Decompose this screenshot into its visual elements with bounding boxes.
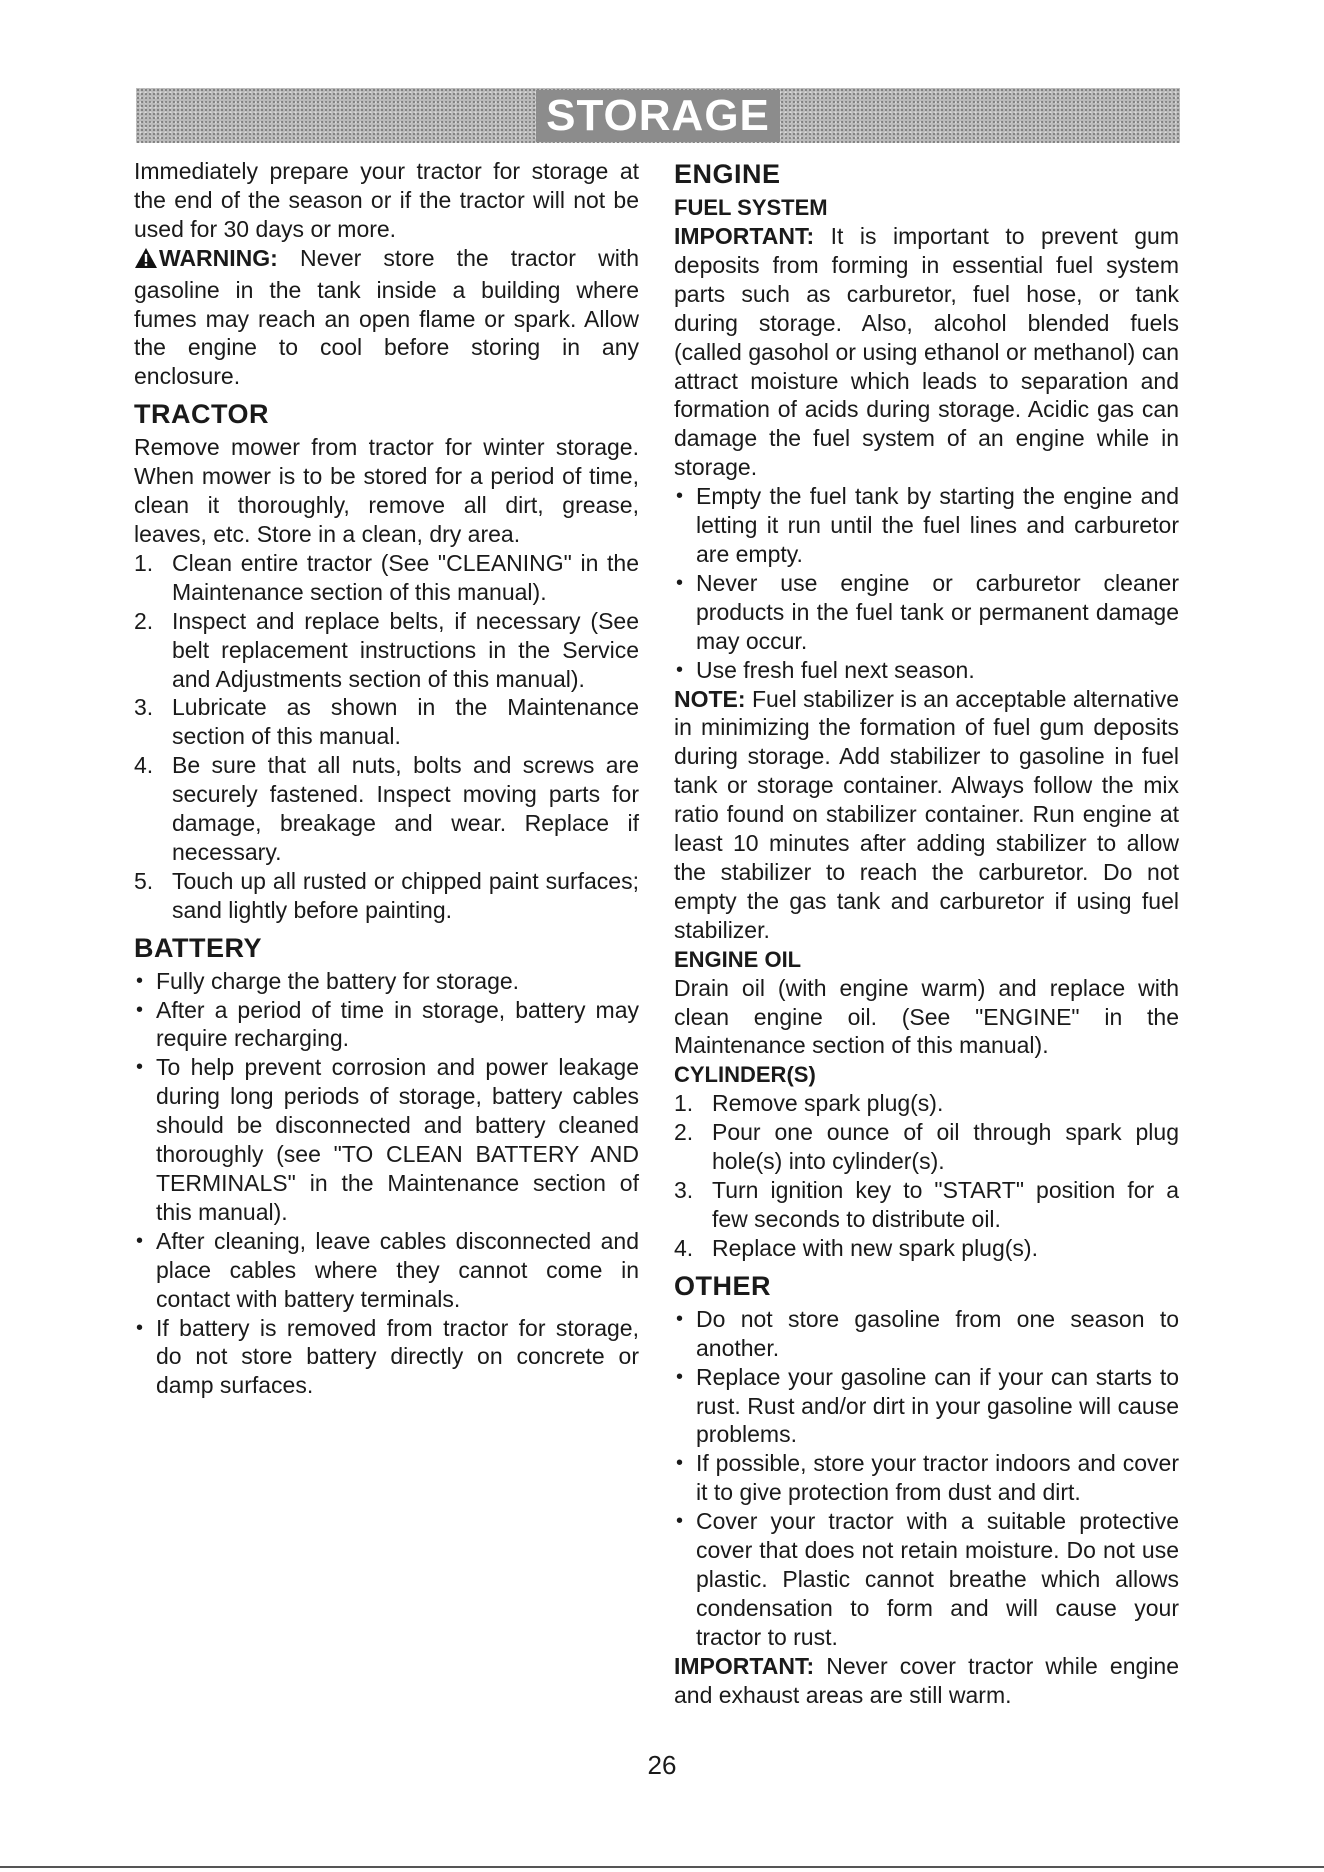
- fuel-bullets: [674, 482, 1179, 684]
- engine-heading: ENGINE: [674, 159, 781, 189]
- cylinder-steps: [674, 1089, 1179, 1262]
- cylinders-heading: CYLINDER(S): [674, 1062, 816, 1088]
- list-item: • Never use engine or carburetor cleaner products in the fuel tank or permanent damage may occur.: [674, 569, 1179, 656]
- warning-label: WARNING:: [159, 244, 278, 271]
- intro-paragraph: Immediately prepare your tractor for storage at the end of the season or if the tractor will not be used for 30 days or more.: [134, 158, 639, 242]
- page-title: STORAGE: [536, 90, 780, 142]
- list-item: 2. Pour one ounce of oil through spark plug hole(s) into cylinder(s).: [674, 1119, 1179, 1175]
- list-item: 3. Turn ignition key to "START" position for a few seconds to distribute oil.: [674, 1177, 1179, 1232]
- list-item: • Cover your tractor with a suitable protective cover that does not retain moisture. Do not use plastic. Plastic cannot breathe which allows condensation to form and will cause your tractor to rust.: [674, 1507, 1179, 1652]
- list-item: • To help prevent corrosion and power leakage during long periods of storage, battery cables should be disconnected and battery cleaned thoroughly (see "TO CLEAN BATTERY AND TERMINALS" in the Maintenance section of this manual).: [134, 1053, 639, 1226]
- tractor-heading: TRACTOR: [134, 399, 269, 430]
- other-important-paragraph: IMPORTANT: Never cover tractor while engine and exhaust areas are still warm.: [674, 1652, 1179, 1708]
- tractor-steps: [134, 549, 639, 925]
- important-label: IMPORTANT:: [674, 1652, 815, 1679]
- list-item: • Fully charge the battery for storage.: [134, 967, 639, 996]
- warning-text: Never store the tractor with gasoline in the tank inside a building where fumes may reach an open flame or spark. Allow the engine to cool before storing in any enclosure.: [134, 244, 639, 390]
- list-item: • Replace your gasoline can if your can starts to rust. Rust and/or dirt in your gasoline will cause problems.: [674, 1363, 1179, 1450]
- other-heading: OTHER: [674, 1270, 771, 1301]
- list-item: • If possible, store your tractor indoors and cover it to give protection from dust and dirt.: [674, 1449, 1179, 1507]
- list-item: 2. Inspect and replace belts, if necessary (See belt replacement instructions in the Service and Adjustments section of this manual).: [134, 607, 639, 692]
- warning-triangle-icon: [134, 247, 158, 276]
- battery-heading: BATTERY: [134, 932, 262, 963]
- list-item: • After cleaning, leave cables disconnected and place cables where they cannot come in contact with battery terminals.: [134, 1227, 639, 1314]
- list-item: 5. Touch up all rusted or chipped paint surfaces; sand lightly before painting.: [134, 867, 639, 923]
- list-item: 3. Lubricate as shown in the Maintenance section of this manual.: [134, 694, 639, 750]
- right-column: [674, 157, 1179, 1710]
- engine-oil-heading: ENGINE OIL: [674, 946, 802, 972]
- note-label: NOTE:: [674, 685, 746, 712]
- list-item: 4. Replace with new spark plug(s).: [674, 1234, 1038, 1261]
- list-item: • After a period of time in storage, battery may require recharging.: [134, 996, 639, 1054]
- engine-oil-paragraph: Drain oil (with engine warm) and replace with clean engine oil. (See "ENGINE" in the Maintenance section of this manual).: [674, 974, 1179, 1059]
- bottom-divider: [0, 1866, 1324, 1868]
- warning-paragraph: [134, 244, 639, 392]
- important-label: IMPORTANT:: [674, 223, 815, 249]
- note-paragraph: NOTE: Fuel stabilizer is an acceptable alternative in minimizing the formation of fuel gum deposits during storage. Add stabilizer to gasoline in fuel tank or storage container. Always follow the mix ratio found on stabilizer container. Run engine at least 10 minutes after adding stabilizer to allow the stabilizer to reach the carburetor. Do not empty the gas tank and carburetor if using fuel stabilizer.: [674, 685, 1179, 943]
- list-item: • Empty the fuel tank by starting the engine and letting it run until the fuel lines and carburetor are empty.: [674, 482, 1179, 569]
- list-item: 1. Remove spark plug(s).: [674, 1090, 944, 1117]
- battery-bullets: [134, 967, 639, 1401]
- list-item: • If battery is removed from tractor for storage, do not store battery directly on concrete or damp surfaces.: [134, 1314, 639, 1401]
- list-item: • Use fresh fuel next season.: [674, 656, 1179, 685]
- list-item: 1. Clean entire tractor (See "CLEANING" in the Maintenance section of this manual).: [134, 549, 639, 605]
- fuel-system-heading: FUEL SYSTEM: [674, 195, 828, 220]
- page-number: 26: [647, 1750, 677, 1780]
- left-column: [134, 157, 639, 1400]
- list-item: 4. Be sure that all nuts, bolts and screws are securely fastened. Inspect moving parts for damage, breakage and wear. Replace if necessary.: [134, 752, 639, 865]
- tractor-paragraph: Remove mower from tractor for winter storage. When mower is to be stored for a period of time, clean it thoroughly, remove all dirt, grease, leaves, etc. Store in a clean, dry area.: [134, 434, 639, 547]
- other-bullets: [674, 1305, 1179, 1652]
- title-banner: [136, 88, 1180, 143]
- fuel-important-paragraph: IMPORTANT: It is important to prevent gum deposits from forming in essential fuel system parts such as carburetor, fuel hose, or tank during storage. Also, alcohol blended fuels (called gasohol or using ethanol or methanol) can attract moisture which leads to separation and formation of acids during storage. Acidic gas can damage the fuel system of an engine while in storage.: [674, 223, 1179, 481]
- list-item: • Do not store gasoline from one season to another.: [674, 1305, 1179, 1363]
